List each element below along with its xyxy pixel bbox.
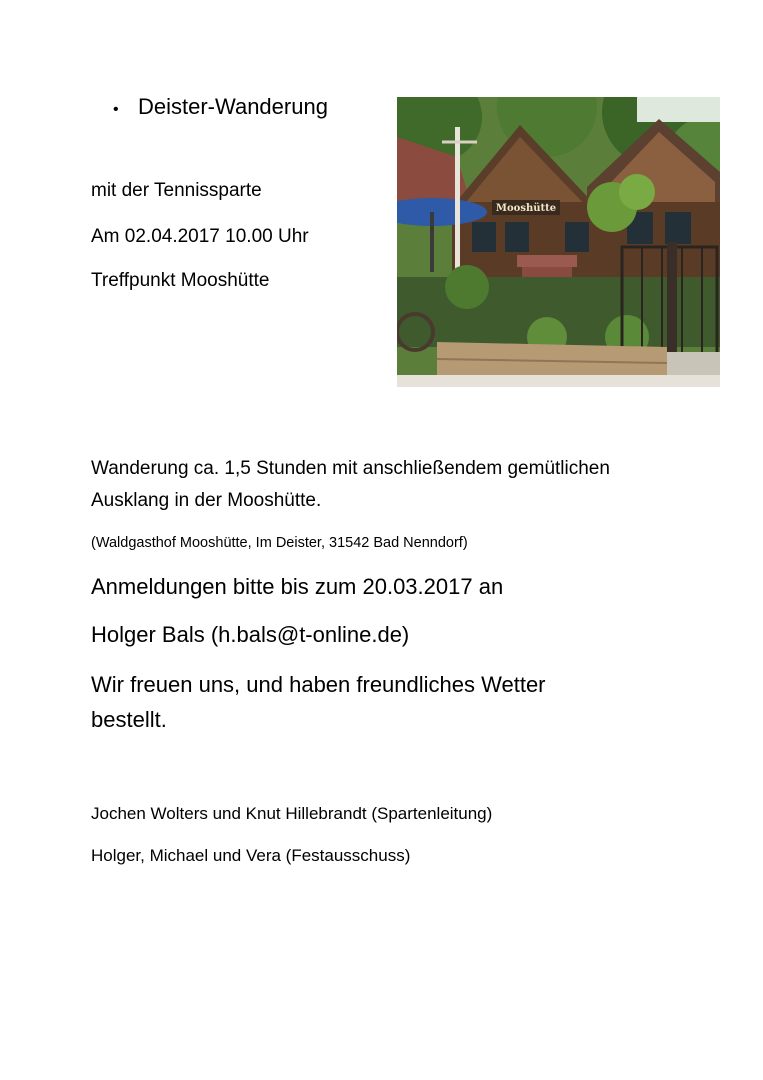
mooshuette-photo — [397, 97, 720, 387]
description-line-1: Wanderung ca. 1,5 Stunden mit anschließendem gemütlichen — [91, 458, 610, 479]
closing-line-1: Wir freuen uns, und haben freundliches Wetter — [91, 672, 546, 697]
address-text: (Waldgasthof Mooshütte, Im Deister, 31542 Bad Nenndorf) — [91, 535, 468, 551]
event-title: Deister-Wanderung — [138, 94, 328, 119]
signature-line-2: Holger, Michael und Vera (Festausschuss) — [91, 846, 411, 865]
registration-contact: Holger Bals (h.bals@t-online.de) — [91, 622, 410, 647]
event-date-time: Am 02.04.2017 10.00 Uhr — [91, 226, 309, 247]
description-line-2: Ausklang in der Mooshütte. — [91, 490, 322, 511]
event-meeting-point: Treffpunkt Mooshütte — [91, 270, 270, 291]
photo-sign-text: Mooshütte — [495, 203, 557, 214]
closing-line-2: bestellt. — [91, 707, 167, 732]
signature-line-1: Jochen Wolters und Knut Hillebrandt (Spartenleitung) — [91, 804, 493, 823]
bullet-icon: • — [113, 101, 119, 118]
registration-deadline: Anmeldungen bitte bis zum 20.03.2017 an — [91, 574, 504, 599]
event-group: mit der Tennissparte — [91, 180, 262, 201]
